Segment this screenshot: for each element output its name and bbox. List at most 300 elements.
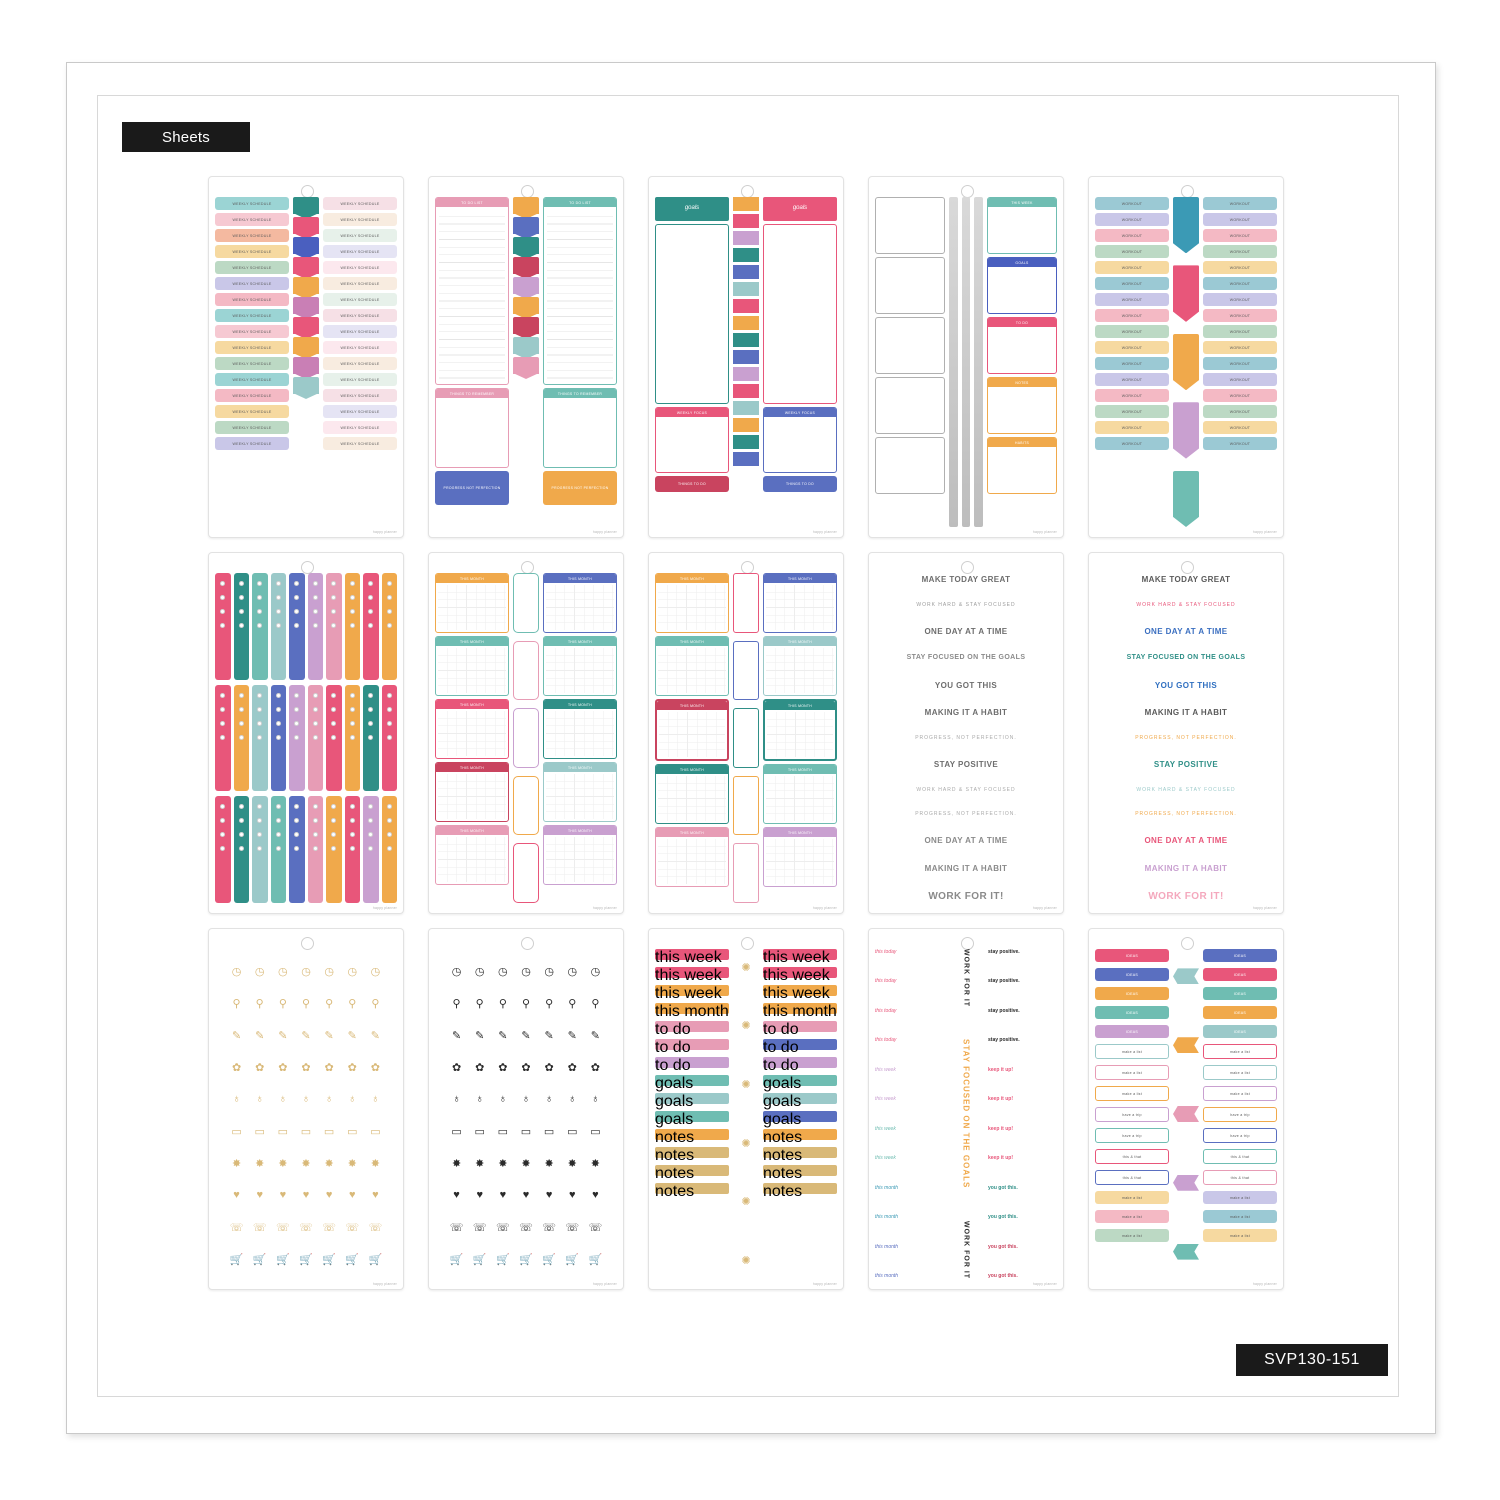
ideas-pill[interactable]: IDEAS	[1203, 949, 1277, 962]
cart-icon[interactable]: 🛒	[588, 1253, 603, 1266]
sparkle-icon[interactable]: ✺	[741, 1079, 751, 1092]
gear-icon[interactable]: ✿	[544, 1061, 554, 1074]
heart-icon[interactable]: ♥	[279, 1189, 287, 1201]
script-label[interactable]: this month	[875, 1184, 899, 1191]
arrow-sticker[interactable]	[733, 452, 759, 466]
heart-icon[interactable]: ♥	[592, 1189, 599, 1201]
heart-icon[interactable]: ♥	[256, 1189, 263, 1201]
script-pill[interactable]: have a trip	[1203, 1128, 1277, 1143]
script-label[interactable]: you got this.	[988, 1243, 1018, 1250]
focus-card[interactable]	[763, 407, 837, 473]
big-arrow-sticker[interactable]	[1173, 402, 1199, 458]
checklist-card[interactable]	[435, 197, 509, 385]
chat-icon[interactable]: ▭	[474, 1125, 485, 1138]
pin-icon[interactable]: ⚲	[521, 997, 531, 1010]
script-label[interactable]: keep it up!	[988, 1066, 1014, 1073]
label-pill[interactable]: WEEKLY SCHEDULE	[323, 325, 397, 338]
mini-calendar[interactable]	[435, 762, 509, 822]
sheet-weekly-schedule-labels[interactable]	[208, 176, 404, 538]
script-label[interactable]: this week	[875, 1125, 896, 1132]
arrow-sticker[interactable]	[733, 418, 759, 432]
stripe-sticker[interactable]	[974, 197, 983, 527]
phone-icon[interactable]: ☏	[345, 1221, 360, 1234]
tab-sticker[interactable]	[513, 843, 539, 903]
heart-icon[interactable]: ♥	[372, 1189, 379, 1201]
mini-calendar[interactable]	[763, 764, 837, 824]
script-label[interactable]: you got this.	[988, 1214, 1018, 1221]
chat-icon[interactable]: ▭	[590, 1125, 601, 1138]
quote-line[interactable]: YOU GOT THIS	[934, 680, 998, 690]
script-label[interactable]: this week	[875, 1066, 896, 1073]
ribbon-sticker[interactable]	[513, 277, 539, 294]
heart-icon[interactable]: ♥	[349, 1189, 356, 1201]
star-icon[interactable]: ✸	[370, 1157, 381, 1170]
arrow-sticker[interactable]	[733, 333, 759, 347]
quote-line[interactable]: ONE DAY AT A TIME	[924, 626, 1008, 636]
gear-icon[interactable]: ✿	[278, 1061, 288, 1074]
checklist-strip[interactable]	[215, 573, 231, 680]
arrow-sticker[interactable]	[733, 197, 759, 211]
chat-icon[interactable]: ▭	[520, 1125, 532, 1138]
script-strip[interactable]: notes	[655, 1147, 729, 1158]
chat-icon[interactable]: ▭	[543, 1125, 555, 1138]
checklist-strip[interactable]	[252, 796, 268, 903]
sparkle-icon[interactable]: ✺	[741, 961, 751, 974]
frame-sticker[interactable]	[733, 843, 759, 903]
checklist-strip[interactable]	[308, 685, 324, 792]
gear-icon[interactable]: ✿	[521, 1061, 531, 1074]
script-pill[interactable]: make a list	[1095, 1065, 1169, 1080]
quote-line[interactable]: PROGRESS, NOT PERFECTION.	[915, 735, 1017, 742]
workout-pill[interactable]: WORKOUT	[1203, 437, 1277, 450]
tab-sticker[interactable]	[513, 641, 539, 701]
gear-icon[interactable]: ✿	[347, 1061, 357, 1074]
phone-icon[interactable]: ☏	[275, 1221, 290, 1234]
pen-icon[interactable]: ✎	[301, 1029, 311, 1042]
workout-pill[interactable]: WORKOUT	[1203, 405, 1277, 418]
label-pill[interactable]: WEEKLY SCHEDULE	[215, 421, 289, 434]
script-strip[interactable]: goals	[763, 1075, 837, 1086]
bulb-icon[interactable]: ♁	[521, 1093, 531, 1105]
script-pill[interactable]: have a trip	[1095, 1128, 1169, 1143]
label-pill[interactable]: WEEKLY SCHEDULE	[323, 357, 397, 370]
pin-icon[interactable]: ⚲	[325, 997, 334, 1010]
script-strip[interactable]: notes	[763, 1165, 837, 1176]
quote-line[interactable]: PROGRESS, NOT PERFECTION.	[1135, 811, 1237, 818]
script-strip[interactable]: to do	[763, 1057, 837, 1068]
pen-icon[interactable]: ✎	[590, 1029, 601, 1042]
pen-icon[interactable]: ✎	[255, 1029, 265, 1042]
phone-icon[interactable]: ☏	[368, 1221, 383, 1234]
script-label[interactable]: this today	[875, 978, 897, 985]
star-icon[interactable]: ✸	[301, 1157, 311, 1170]
mini-calendar[interactable]	[543, 699, 617, 759]
script-strip[interactable]: to do	[655, 1057, 729, 1068]
script-strip[interactable]: this month	[763, 1003, 837, 1020]
label-pill[interactable]: WEEKLY SCHEDULE	[215, 261, 289, 274]
script-pill[interactable]: make a list	[1203, 1191, 1277, 1204]
label-pill[interactable]: WEEKLY SCHEDULE	[323, 437, 397, 450]
phone-icon[interactable]: ☏	[495, 1221, 510, 1234]
checklist-strip[interactable]	[234, 573, 250, 680]
workout-pill[interactable]: WORKOUT	[1095, 373, 1169, 386]
sheet-checklist-and-notes[interactable]	[428, 176, 624, 538]
chat-icon[interactable]: ▭	[497, 1125, 509, 1138]
ribbon-sticker[interactable]	[513, 337, 539, 354]
grey-frame[interactable]	[875, 257, 945, 314]
ideas-pill[interactable]: IDEAS	[1203, 987, 1277, 1000]
script-label[interactable]: this month	[875, 1272, 899, 1279]
workout-pill[interactable]: WORKOUT	[1095, 357, 1169, 370]
script-pill[interactable]: make a list	[1095, 1229, 1169, 1242]
pin-icon[interactable]: ⚲	[568, 997, 577, 1010]
label-pill[interactable]: WEEKLY SCHEDULE	[215, 437, 289, 450]
quote-line[interactable]: PROGRESS, NOT PERFECTION.	[915, 811, 1017, 818]
script-strip[interactable]: notes	[655, 1165, 729, 1176]
script-strip[interactable]: goals	[655, 1093, 729, 1104]
phone-icon[interactable]: ☏	[229, 1221, 244, 1234]
workout-pill[interactable]: WORKOUT	[1203, 261, 1277, 274]
flag-sticker[interactable]	[293, 277, 319, 294]
pen-icon[interactable]: ✎	[475, 1029, 485, 1042]
quote-line[interactable]: STAY POSITIVE	[1153, 760, 1219, 770]
grey-frame[interactable]	[875, 317, 945, 374]
quote-line[interactable]: STAY FOCUSED ON THE GOALS	[1126, 654, 1246, 662]
sheet-gold-icons[interactable]	[208, 928, 404, 1290]
clock-icon[interactable]: ◷	[324, 965, 334, 978]
bulb-icon[interactable]: ♁	[452, 1093, 461, 1105]
pin-icon[interactable]: ⚲	[278, 997, 287, 1010]
pen-icon[interactable]: ✎	[231, 1029, 242, 1042]
sparkle-icon[interactable]: ✺	[741, 1020, 751, 1033]
sparkle-icon[interactable]: ✺	[741, 1255, 751, 1268]
clock-icon[interactable]: ◷	[347, 965, 358, 978]
label-pill[interactable]: WEEKLY SCHEDULE	[323, 261, 397, 274]
color-frame[interactable]	[987, 197, 1057, 254]
workout-pill[interactable]: WORKOUT	[1095, 261, 1169, 274]
checklist-strip[interactable]	[326, 796, 342, 903]
arrow-sticker[interactable]	[733, 248, 759, 262]
quote-block[interactable]: PROGRESS NOT PERFECTION	[435, 471, 509, 505]
script-strip[interactable]: this month	[655, 1003, 729, 1020]
script-strip[interactable]: to do	[763, 1039, 837, 1050]
workout-pill[interactable]: WORKOUT	[1095, 389, 1169, 402]
flag-sticker[interactable]	[293, 217, 319, 234]
quote-line[interactable]: YOU GOT THIS	[1154, 680, 1218, 690]
heart-icon[interactable]: ♥	[499, 1189, 507, 1201]
workout-pill[interactable]: WORKOUT	[1203, 197, 1277, 210]
phone-icon[interactable]: ☏	[565, 1221, 580, 1234]
checklist-strip[interactable]	[271, 573, 287, 680]
label-pill[interactable]: WEEKLY SCHEDULE	[323, 213, 397, 226]
checklist-strip[interactable]	[252, 573, 268, 680]
sparkle-icon[interactable]: ✺	[741, 1196, 751, 1209]
mini-calendar[interactable]	[655, 573, 729, 633]
workout-pill[interactable]: WORKOUT	[1203, 341, 1277, 354]
color-frame[interactable]	[987, 257, 1057, 314]
gear-icon[interactable]: ✿	[324, 1061, 334, 1074]
pin-icon[interactable]: ⚲	[498, 997, 507, 1010]
label-pill[interactable]: WEEKLY SCHEDULE	[215, 405, 289, 418]
script-strip[interactable]: notes	[655, 1129, 729, 1140]
frame-sticker[interactable]	[733, 776, 759, 836]
workout-pill[interactable]: WORKOUT	[1095, 325, 1169, 338]
workout-pill[interactable]: WORKOUT	[1095, 293, 1169, 306]
flag-sticker[interactable]	[293, 377, 319, 394]
workout-pill[interactable]: WORKOUT	[1095, 277, 1169, 290]
checklist-strip[interactable]	[289, 685, 305, 792]
script-label[interactable]: this week	[875, 1155, 896, 1162]
quote-line[interactable]: STAY POSITIVE	[933, 760, 999, 770]
workout-pill[interactable]: WORKOUT	[1203, 357, 1277, 370]
checklist-strip[interactable]	[363, 685, 379, 792]
focus-card[interactable]	[655, 407, 729, 473]
ribbon-sticker[interactable]	[513, 197, 539, 214]
checklist-strip[interactable]	[289, 573, 305, 680]
label-pill[interactable]: WEEKLY SCHEDULE	[215, 325, 289, 338]
pin-icon[interactable]: ⚲	[255, 997, 264, 1010]
pen-icon[interactable]: ✎	[451, 1029, 462, 1042]
chat-icon[interactable]: ▭	[231, 1125, 242, 1138]
script-label[interactable]: stay positive.	[988, 978, 1020, 985]
arrow-sticker[interactable]	[733, 384, 759, 398]
pin-icon[interactable]: ⚲	[371, 997, 380, 1010]
checklist-strip[interactable]	[234, 685, 250, 792]
ribbon-sticker[interactable]	[513, 357, 539, 374]
mini-calendar[interactable]	[655, 636, 729, 696]
gear-icon[interactable]: ✿	[301, 1061, 311, 1074]
pen-icon[interactable]: ✎	[567, 1029, 577, 1042]
ideas-pill[interactable]: IDEAS	[1095, 987, 1169, 1000]
script-pill[interactable]: make a list	[1095, 1044, 1169, 1059]
ideas-pill[interactable]: IDEAS	[1095, 1006, 1169, 1019]
script-strip[interactable]: this week	[763, 949, 837, 960]
cart-icon[interactable]: 🛒	[565, 1253, 580, 1266]
frame-sticker[interactable]	[733, 573, 759, 633]
workout-pill[interactable]: WORKOUT	[1203, 309, 1277, 322]
arrow-sticker[interactable]	[733, 231, 759, 245]
heart-icon[interactable]: ♥	[545, 1189, 553, 1201]
arrow-sticker[interactable]	[733, 435, 759, 449]
cart-icon[interactable]: 🛒	[322, 1253, 336, 1266]
pin-icon[interactable]: ⚲	[348, 997, 357, 1010]
heart-icon[interactable]: ♥	[325, 1189, 333, 1201]
mini-calendar[interactable]	[763, 573, 837, 633]
ideas-pill[interactable]: IDEAS	[1203, 968, 1277, 981]
flag-sticker[interactable]	[293, 197, 319, 214]
gear-icon[interactable]: ✿	[255, 1061, 265, 1074]
script-label[interactable]: this month	[875, 1243, 899, 1250]
script-strip[interactable]: to do	[655, 1039, 729, 1050]
heart-icon[interactable]: ♥	[453, 1189, 460, 1201]
stripe-sticker[interactable]	[949, 197, 958, 527]
label-pill[interactable]: WEEKLY SCHEDULE	[323, 421, 397, 434]
mini-calendar[interactable]	[543, 825, 617, 885]
script-label[interactable]: stay positive.	[988, 949, 1020, 955]
pen-icon[interactable]: ✎	[370, 1029, 381, 1042]
star-icon[interactable]: ✸	[324, 1157, 334, 1170]
script-strip[interactable]: goals	[763, 1111, 837, 1122]
sheet-goals-banner-and-arrows[interactable]	[648, 176, 844, 538]
vertical-quote[interactable]: STAY FOCUSED ON THE GOALS	[961, 1039, 971, 1189]
ribbon-sticker[interactable]	[513, 237, 539, 254]
bulb-icon[interactable]: ♁	[348, 1093, 357, 1105]
quote-line[interactable]: MAKE TODAY GREAT	[1141, 575, 1231, 584]
script-strip[interactable]: goals	[655, 1075, 729, 1086]
star-icon[interactable]: ✸	[255, 1157, 265, 1170]
flag-sticker[interactable]	[293, 357, 319, 374]
big-arrow-sticker[interactable]	[1173, 265, 1199, 321]
chat-icon[interactable]: ▭	[567, 1125, 578, 1138]
todo-strip[interactable]: THINGS TO DO	[763, 476, 837, 492]
chat-icon[interactable]: ▭	[451, 1125, 462, 1138]
sheet-vertical-checklist-strips[interactable]	[208, 552, 404, 914]
cart-icon[interactable]: 🛒	[368, 1253, 383, 1266]
phone-icon[interactable]: ☏	[519, 1221, 533, 1234]
banner-arrow-sticker[interactable]	[1173, 968, 1199, 984]
label-pill[interactable]: WEEKLY SCHEDULE	[215, 213, 289, 226]
label-pill[interactable]: WEEKLY SCHEDULE	[323, 309, 397, 322]
sheet-mini-calendars-and-tabs[interactable]	[428, 552, 624, 914]
ribbon-sticker[interactable]	[513, 317, 539, 334]
sheet-black-icons[interactable]	[428, 928, 624, 1290]
script-pill[interactable]: make a list	[1203, 1044, 1277, 1059]
checklist-strip[interactable]	[271, 685, 287, 792]
mini-calendar[interactable]	[763, 636, 837, 696]
mini-calendar[interactable]	[763, 699, 837, 761]
script-pill[interactable]: this & that	[1203, 1170, 1277, 1185]
cart-icon[interactable]: 🛒	[449, 1253, 464, 1266]
pin-icon[interactable]: ⚲	[301, 997, 311, 1010]
script-strip[interactable]: this week	[655, 967, 729, 978]
mini-calendar[interactable]	[543, 762, 617, 822]
sheet-motivation-script[interactable]	[868, 928, 1064, 1290]
ribbon-sticker[interactable]	[513, 257, 539, 274]
label-pill[interactable]: WEEKLY SCHEDULE	[323, 229, 397, 242]
script-pill[interactable]: this & that	[1095, 1149, 1169, 1164]
phone-icon[interactable]: ☏	[322, 1221, 337, 1234]
workout-pill[interactable]: WORKOUT	[1203, 277, 1277, 290]
workout-pill[interactable]: WORKOUT	[1095, 437, 1169, 450]
clock-icon[interactable]: ◷	[231, 965, 242, 978]
script-strip[interactable]: this week	[763, 985, 837, 996]
quote-line[interactable]: PROGRESS, NOT PERFECTION.	[1135, 735, 1237, 742]
grey-frame[interactable]	[875, 437, 945, 494]
script-pill[interactable]: make a list	[1095, 1210, 1169, 1223]
pin-icon[interactable]: ⚲	[591, 997, 600, 1010]
ideas-pill[interactable]: IDEAS	[1095, 968, 1169, 981]
star-icon[interactable]: ✸	[590, 1157, 601, 1170]
phone-icon[interactable]: ☏	[252, 1221, 267, 1234]
todo-strip[interactable]: THINGS TO DO	[655, 476, 729, 492]
arrow-sticker[interactable]	[733, 214, 759, 228]
bulb-icon[interactable]: ♁	[301, 1093, 311, 1105]
script-pill[interactable]: this & that	[1203, 1149, 1277, 1164]
checklist-strip[interactable]	[382, 685, 398, 792]
pen-icon[interactable]: ✎	[324, 1029, 334, 1042]
gear-icon[interactable]: ✿	[370, 1061, 381, 1074]
chat-icon[interactable]: ▭	[300, 1125, 312, 1138]
clock-icon[interactable]: ◷	[590, 965, 601, 978]
checklist-strip[interactable]	[382, 573, 398, 680]
ideas-pill[interactable]: IDEAS	[1203, 1006, 1277, 1019]
quote-line[interactable]: WORK HARD & STAY FOCUSED	[916, 786, 1016, 793]
bulb-icon[interactable]: ♁	[232, 1093, 241, 1105]
sheet-script-header-strips[interactable]	[648, 928, 844, 1290]
bulb-icon[interactable]: ♁	[475, 1093, 484, 1105]
quote-line[interactable]: MAKING IT A HABIT	[924, 708, 1008, 718]
banner-arrow-sticker[interactable]	[1173, 1106, 1199, 1122]
frame-sticker[interactable]	[733, 641, 759, 701]
ideas-pill[interactable]: IDEAS	[1203, 1025, 1277, 1038]
heart-icon[interactable]: ♥	[569, 1189, 576, 1201]
goals-banner[interactable]	[763, 197, 837, 221]
cart-icon[interactable]: 🛒	[345, 1253, 360, 1266]
script-label[interactable]: this week	[875, 1096, 896, 1103]
label-pill[interactable]: WEEKLY SCHEDULE	[323, 373, 397, 386]
quote-line[interactable]: WORK FOR IT!	[1148, 891, 1224, 903]
quote-line[interactable]: MAKE TODAY GREAT	[921, 575, 1011, 584]
label-pill[interactable]: WEEKLY SCHEDULE	[215, 357, 289, 370]
workout-pill[interactable]: WORKOUT	[1095, 341, 1169, 354]
big-arrow-sticker[interactable]	[1173, 471, 1199, 527]
flag-sticker[interactable]	[293, 257, 319, 274]
bulb-icon[interactable]: ♁	[568, 1093, 577, 1105]
bulb-icon[interactable]: ♁	[255, 1093, 264, 1105]
script-strip[interactable]: this week	[655, 949, 729, 960]
label-pill[interactable]: WEEKLY SCHEDULE	[323, 245, 397, 258]
workout-pill[interactable]: WORKOUT	[1095, 245, 1169, 258]
label-pill[interactable]: WEEKLY SCHEDULE	[323, 277, 397, 290]
script-strip[interactable]: to do	[655, 1021, 729, 1032]
label-pill[interactable]: WEEKLY SCHEDULE	[215, 309, 289, 322]
chat-icon[interactable]: ▭	[323, 1125, 335, 1138]
ideas-pill[interactable]: IDEAS	[1095, 1025, 1169, 1038]
cart-icon[interactable]: 🛒	[472, 1253, 487, 1266]
mini-calendar[interactable]	[435, 699, 509, 759]
arrow-sticker[interactable]	[733, 401, 759, 415]
label-pill[interactable]: WEEKLY SCHEDULE	[215, 245, 289, 258]
big-arrow-sticker[interactable]	[1173, 334, 1199, 390]
phone-icon[interactable]: ☏	[299, 1221, 313, 1234]
grey-frame[interactable]	[875, 377, 945, 434]
star-icon[interactable]: ✸	[451, 1157, 462, 1170]
goals-card[interactable]	[655, 224, 729, 404]
script-strip[interactable]: notes	[655, 1183, 729, 1194]
color-frame[interactable]	[987, 437, 1057, 494]
label-pill[interactable]: WEEKLY SCHEDULE	[323, 389, 397, 402]
pin-icon[interactable]: ⚲	[545, 997, 554, 1010]
mini-calendar[interactable]	[543, 636, 617, 696]
star-icon[interactable]: ✸	[544, 1157, 554, 1170]
star-icon[interactable]: ✸	[475, 1157, 485, 1170]
pin-icon[interactable]: ⚲	[475, 997, 484, 1010]
mini-calendar[interactable]	[435, 636, 509, 696]
script-strip[interactable]: goals	[655, 1111, 729, 1122]
cart-icon[interactable]: 🛒	[299, 1253, 313, 1266]
quote-line[interactable]: STAY FOCUSED ON THE GOALS	[906, 654, 1026, 662]
workout-pill[interactable]: WORKOUT	[1203, 373, 1277, 386]
workout-pill[interactable]: WORKOUT	[1095, 309, 1169, 322]
script-pill[interactable]: have a trip	[1203, 1107, 1277, 1122]
pen-icon[interactable]: ✎	[278, 1029, 288, 1042]
pin-icon[interactable]: ⚲	[452, 997, 461, 1010]
script-strip[interactable]: this week	[763, 967, 837, 978]
mini-calendar[interactable]	[655, 764, 729, 824]
flag-sticker[interactable]	[293, 317, 319, 334]
mini-calendar[interactable]	[763, 827, 837, 887]
pen-icon[interactable]: ✎	[498, 1029, 508, 1042]
